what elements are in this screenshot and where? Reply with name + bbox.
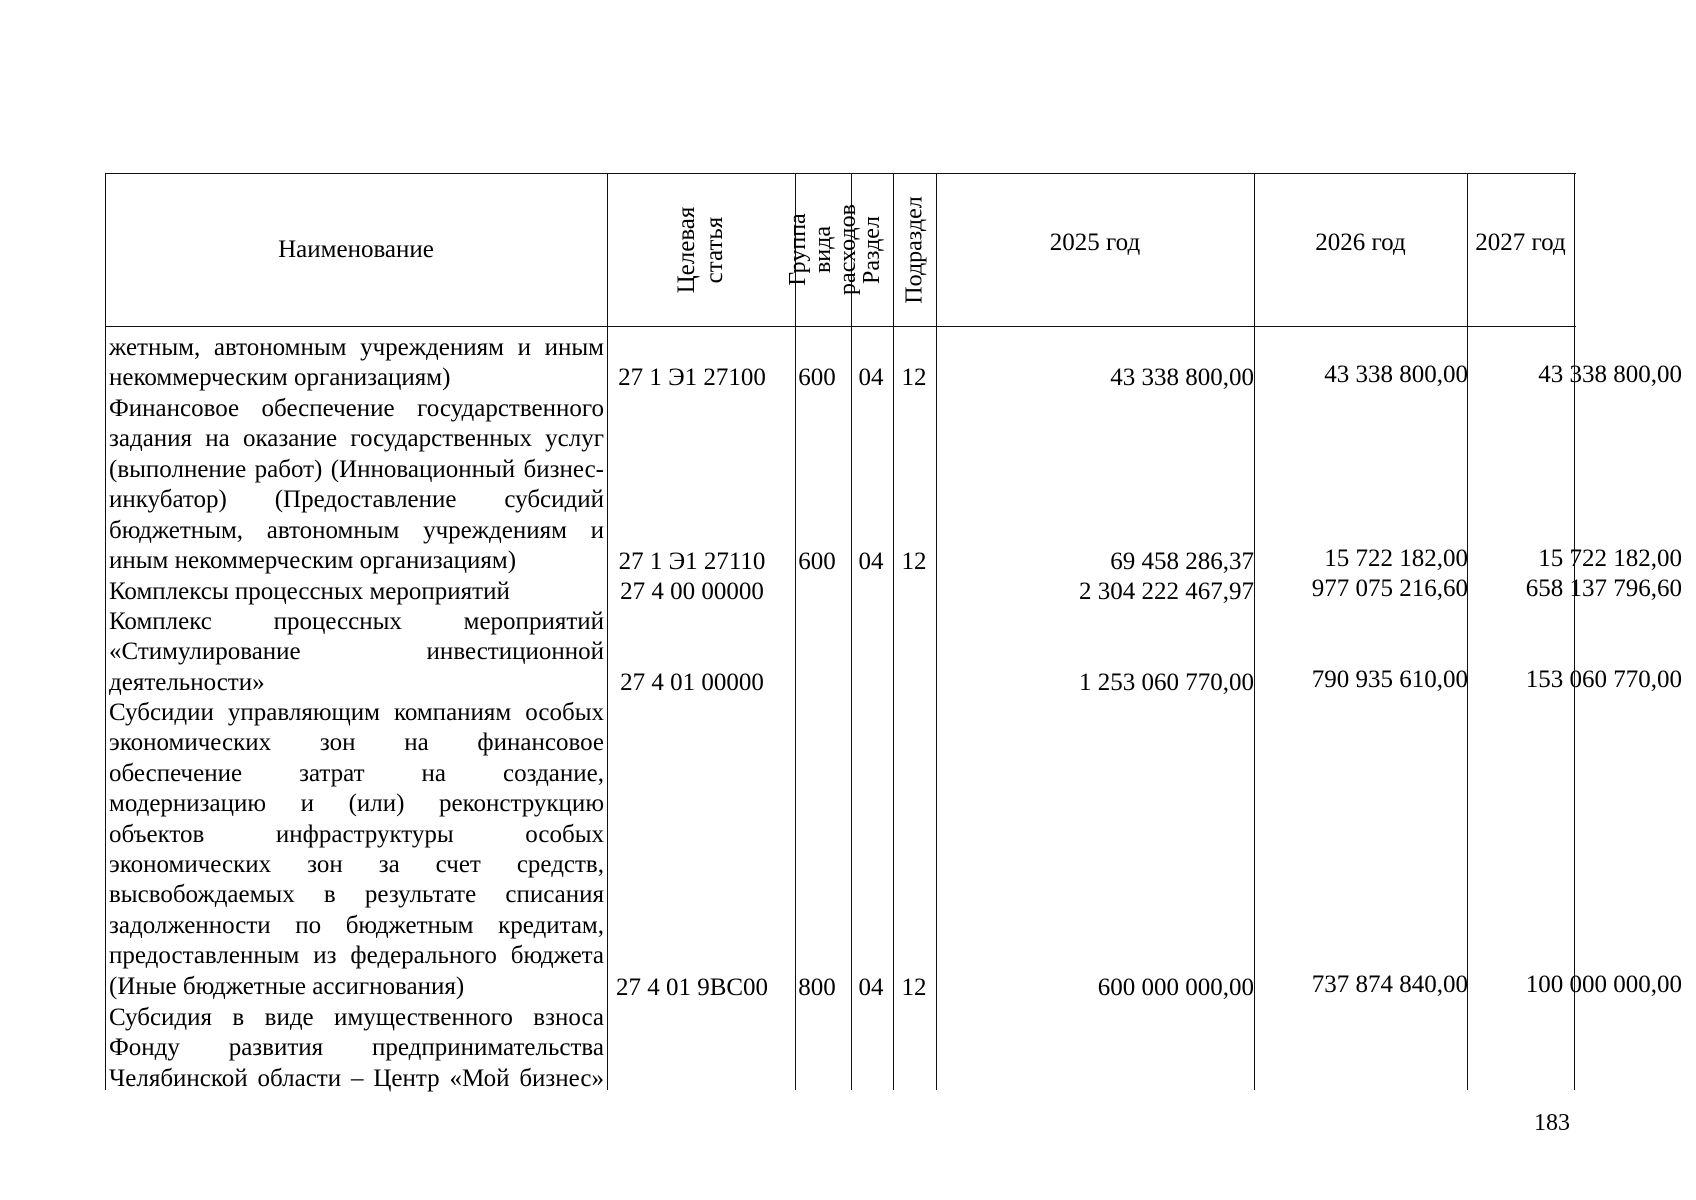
header-2025-label: 2025 год xyxy=(1049,229,1141,256)
table-row-name: Комплекс процессных мероприятий «Стимулирование инвестиционной деятельности» xyxy=(109,608,604,696)
row-section: 04 xyxy=(858,548,884,575)
row-code: 27 4 01 9ВС00 xyxy=(615,974,769,1001)
row-code: 27 1 Э1 27100 xyxy=(618,364,766,391)
header-code-label: Целевая статья xyxy=(673,206,728,293)
row-section: 04 xyxy=(858,364,884,391)
header-group-label: Группа вида расходов xyxy=(784,204,861,295)
row-amount-2027: 43 338 800,00 xyxy=(1538,361,1682,388)
row-subsection: 12 xyxy=(901,548,927,575)
row-subsection: 12 xyxy=(901,974,927,1001)
page-number: 183 xyxy=(1534,1110,1570,1136)
table-right-border xyxy=(1574,173,1575,1090)
header-section-label: Раздел xyxy=(859,215,886,284)
table-row-name: Субсидия в виде имущественного взноса Фонду развития предпринимательства Челябинской области – Центр «Мой бизнес» xyxy=(109,1004,604,1092)
budget-table xyxy=(105,173,1682,1092)
header-section xyxy=(851,173,893,326)
row-amount-2027: 153 060 770,00 xyxy=(1525,666,1682,693)
row-group: 600 xyxy=(798,364,836,391)
header-code xyxy=(607,173,795,326)
header-2027-label: 2027 год xyxy=(1475,229,1566,256)
header-2025 xyxy=(936,173,1254,313)
row-group: 800 xyxy=(798,974,836,1001)
table-row-name: Финансовое обеспечение государственного задания на оказание государственных услуг (выполнение работ) (Инновационный бизнес-инкубатор) (Предоставление субсидий бюджетным, автономным учреждениям и иным некоммерческим организациям) xyxy=(109,395,604,575)
row-amount-2026: 977 075 216,60 xyxy=(1311,575,1468,602)
row-amount-2025: 600 000 000,00 xyxy=(1097,974,1254,1001)
header-2027 xyxy=(1467,173,1574,313)
row-code: 27 4 01 00000 xyxy=(620,669,764,696)
header-group xyxy=(784,173,861,326)
row-amount-2027: 658 137 796,60 xyxy=(1525,575,1682,602)
row-amount-2025: 69 458 286,37 xyxy=(1110,548,1254,575)
row-amount-2025: 43 338 800,00 xyxy=(1110,364,1254,391)
row-amount-2027: 15 722 182,00 xyxy=(1538,545,1682,572)
row-code: 27 1 Э1 27110 xyxy=(618,548,766,575)
header-name-label: Наименование xyxy=(278,235,434,263)
row-subsection: 12 xyxy=(901,364,927,391)
row-amount-2026: 43 338 800,00 xyxy=(1324,361,1468,388)
row-amount-2026: 737 874 840,00 xyxy=(1311,971,1468,998)
row-amount-2026: 15 722 182,00 xyxy=(1324,545,1468,572)
table-row-name: Субсидии управляющим компаниям особых экономических зон на финансовое обеспечение затрат на создание, модернизацию и (или) реконструкцию объектов инфраструктуры особых экономических зон за счет средств, высвобождаемых в результате списания задолженности по бюджетным кредитам, предоставленным из федерального бюджета (Иные бюджетные ассигнования) xyxy=(109,699,604,1000)
header-2026 xyxy=(1254,173,1467,313)
table-row-name: жетным, автономным учреждениям и иным некоммерческим организациям) xyxy=(109,334,604,392)
row-amount-2025: 1 253 060 770,00 xyxy=(1079,669,1254,696)
header-bottom-border xyxy=(105,326,1576,327)
row-amount-2026: 790 935 610,00 xyxy=(1311,666,1468,693)
header-subsection-label: Подраздел xyxy=(901,195,928,304)
row-amount-2027: 100 000 000,00 xyxy=(1525,971,1682,998)
row-code: 27 4 00 00000 xyxy=(620,578,764,605)
table-row-name: Комплексы процессных мероприятий xyxy=(109,578,510,605)
row-group: 600 xyxy=(798,548,836,575)
header-2026-label: 2026 год xyxy=(1315,229,1406,256)
row-amount-2025: 2 304 222 467,97 xyxy=(1079,578,1254,605)
row-section: 04 xyxy=(858,974,884,1001)
header-subsection xyxy=(893,173,936,326)
header-name xyxy=(105,173,607,326)
